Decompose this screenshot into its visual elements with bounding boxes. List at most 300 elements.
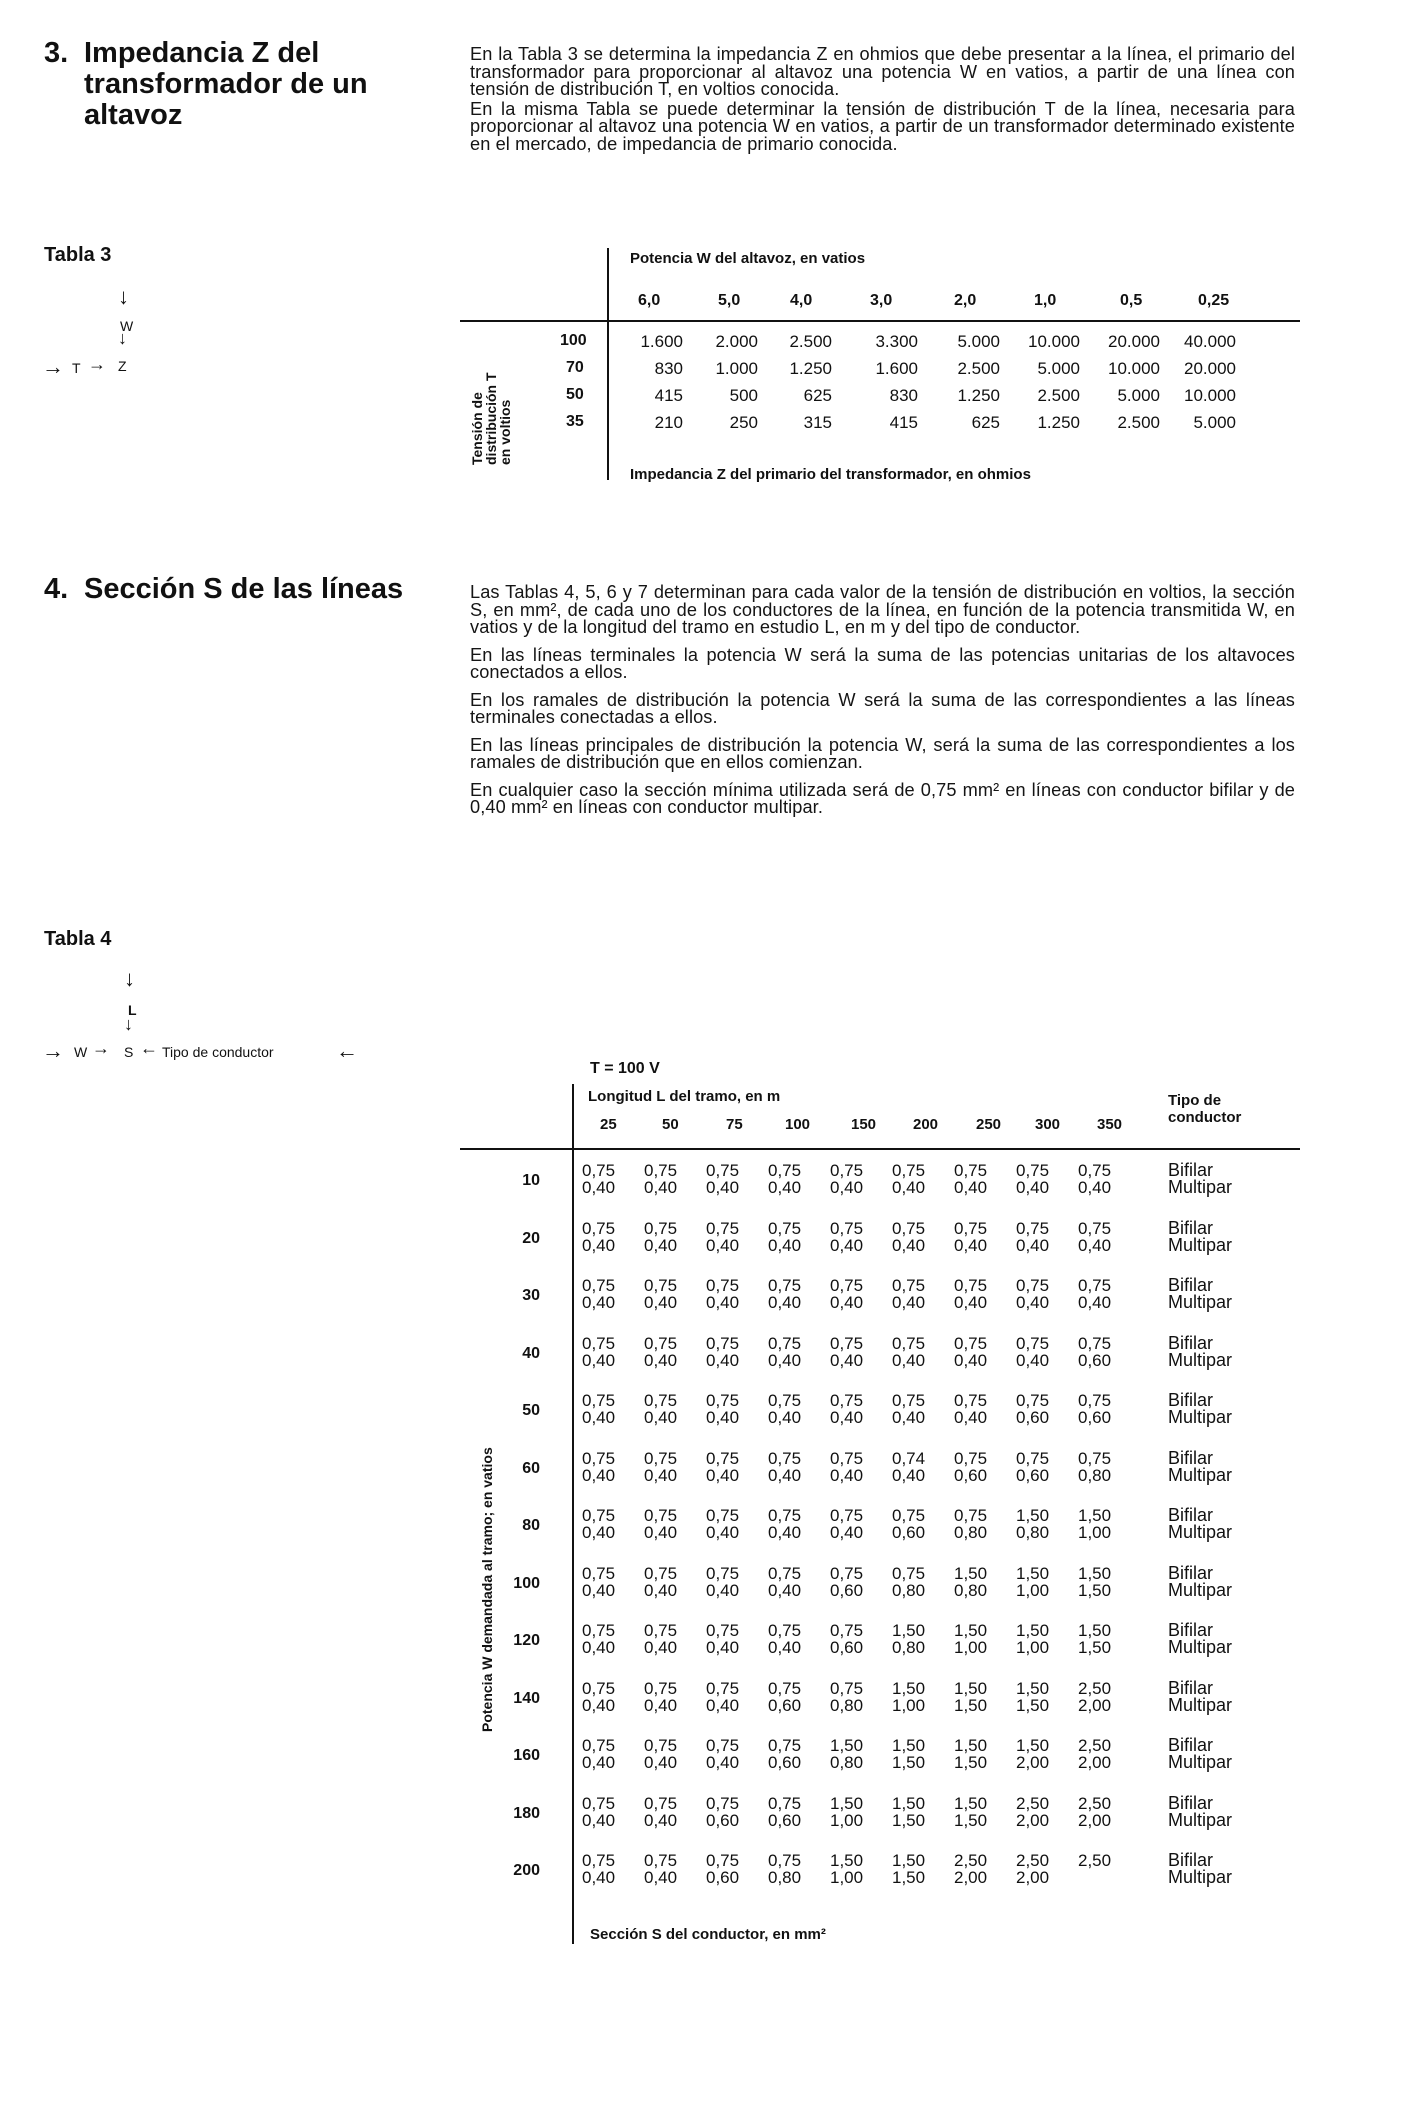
table-cell-bifilar: 2,50 <box>954 1851 988 1870</box>
table-cell-bifilar: 1,50 <box>892 1621 926 1640</box>
column-label: 50 <box>662 1116 679 1133</box>
row-header: Potencia W demandada al tramo; en vatios <box>479 1447 495 1732</box>
table-cell-bifilar: 0,75 <box>644 1736 678 1755</box>
table-cell: 1.000 <box>715 359 758 378</box>
table-cell-multipar: 2,00 <box>1016 1810 1050 1830</box>
type-label-multipar: Multipar <box>1168 1522 1233 1542</box>
table-cell-multipar: 0,40 <box>830 1408 864 1427</box>
table-cell: 1.600 <box>875 359 918 378</box>
column-header: Potencia W del altavoz, en vatios <box>630 250 866 267</box>
table-cell-multipar: 0,40 <box>706 1695 740 1715</box>
table-cell-bifilar: 0,75 <box>954 1333 988 1353</box>
table-cell-bifilar: 0,75 <box>1078 1448 1112 1468</box>
table-cell-bifilar: 0,75 <box>582 1563 616 1583</box>
type-label-multipar: Multipar <box>1168 1637 1233 1657</box>
table-row <box>460 1447 1300 1490</box>
table-cell-bifilar: 0,75 <box>954 1218 988 1238</box>
table-cell-bifilar: 2,50 <box>1078 1851 1112 1870</box>
table-cell-bifilar: 0,75 <box>706 1621 740 1640</box>
table-cell-bifilar: 1,50 <box>830 1851 864 1870</box>
table-cell-multipar: 0,80 <box>1016 1523 1050 1542</box>
table-cell-multipar: 0,40 <box>1016 1178 1050 1197</box>
table-cell-bifilar: 0,75 <box>892 1333 926 1353</box>
table-cell-bifilar: 0,75 <box>830 1276 864 1295</box>
table-cell: 20.000 <box>1108 332 1160 351</box>
row-label: 140 <box>513 1689 540 1707</box>
table-cell: 250 <box>729 413 758 432</box>
table-cell-multipar: 0,40 <box>644 1465 678 1485</box>
table-cell-multipar: 0,40 <box>582 1695 616 1715</box>
table-cell-bifilar: 0,75 <box>954 1161 988 1180</box>
table-cell-multipar: 0,40 <box>954 1408 988 1427</box>
table-cell-bifilar: 1,50 <box>1016 1736 1050 1755</box>
table-cell-multipar: 2,00 <box>1016 1868 1050 1887</box>
row-label: 200 <box>513 1862 540 1879</box>
column-label: 100 <box>785 1116 811 1133</box>
table-cell-bifilar: 0,75 <box>830 1621 864 1640</box>
table-cell-multipar: 0,60 <box>954 1465 988 1485</box>
table-cell-multipar: 0,60 <box>830 1580 864 1600</box>
type-label-multipar: Multipar <box>1168 1407 1233 1427</box>
table-cell-multipar: 0,40 <box>892 1178 926 1197</box>
section-3-heading <box>44 38 424 138</box>
type-label-multipar: Multipar <box>1168 1464 1233 1485</box>
section-4-heading <box>44 574 444 614</box>
table-cell-bifilar: 0,75 <box>644 1276 678 1295</box>
table-cell-bifilar: 1,50 <box>954 1678 988 1698</box>
column-label: 3,0 <box>870 292 893 309</box>
table-cell-bifilar: 0,75 <box>644 1621 678 1640</box>
table-cell: 10.000 <box>1184 386 1236 405</box>
table-cell-multipar: 0,40 <box>582 1465 616 1485</box>
paragraph: En la misma Tabla se puede determinar la tensión de distribución T de la línea, necesaria para proporcionar al altavoz una potencia W en vatios, a partir de un transformador determinado existente en el mercado, de impedancia de primario conocida. <box>470 98 1295 154</box>
table-cell-multipar: 0,40 <box>954 1178 988 1197</box>
table-cell-multipar: 0,40 <box>830 1235 864 1255</box>
type-label-bifilar: Bifilar <box>1168 1390 1214 1410</box>
table-cell-bifilar: 1,50 <box>954 1793 988 1813</box>
type-label-multipar: Multipar <box>1168 1234 1233 1255</box>
type-label-bifilar: Bifilar <box>1168 1275 1214 1295</box>
table-cell-multipar: 0,40 <box>768 1235 802 1255</box>
table-cell-multipar: 0,40 <box>706 1465 740 1485</box>
table-cell-bifilar: 0,75 <box>706 1793 740 1813</box>
arrow-right-icon: → <box>42 1038 64 1063</box>
diagram-var-w: W <box>120 318 134 334</box>
column-label: 25 <box>600 1116 617 1133</box>
column-label: 200 <box>913 1116 939 1133</box>
diagram-var-t: T <box>72 360 81 376</box>
table-cell-bifilar: 0,75 <box>644 1161 678 1180</box>
table-cell-multipar: 0,40 <box>768 1408 802 1427</box>
table-cell: 210 <box>654 413 683 432</box>
table-cell-bifilar: 0,75 <box>582 1333 616 1353</box>
row-label: 120 <box>513 1632 540 1649</box>
row-label: 100 <box>513 1574 540 1592</box>
table-cell-multipar: 0,40 <box>582 1235 616 1255</box>
table-cell-multipar: 1,00 <box>1078 1523 1112 1542</box>
table-cell-multipar: 0,40 <box>582 1868 616 1887</box>
section-4-number: 4. <box>44 573 69 605</box>
table-cell-bifilar: 0,75 <box>830 1218 864 1238</box>
tabla-4 <box>460 1040 1300 1960</box>
table-cell-multipar: 0,40 <box>768 1638 802 1657</box>
table-cell: 3.300 <box>875 332 918 351</box>
column-label: 4,0 <box>790 292 813 309</box>
table-cell-multipar: 0,40 <box>644 1408 678 1427</box>
type-label-multipar: Multipar <box>1168 1349 1233 1370</box>
table-cell-bifilar: 0,75 <box>706 1333 740 1353</box>
column-label: 300 <box>1035 1116 1061 1133</box>
tabla-3-diagram <box>40 284 180 394</box>
table-cell-multipar: 2,00 <box>954 1868 988 1887</box>
table-cell: 415 <box>889 413 918 432</box>
table-row <box>460 1677 1300 1720</box>
tabla-4-diagram <box>40 966 360 1076</box>
arrow-right-icon: → <box>42 354 64 379</box>
table-cell-bifilar: 0,75 <box>582 1448 616 1468</box>
table-cell-bifilar: 1,50 <box>892 1678 926 1698</box>
table-row <box>460 1792 1300 1835</box>
type-label-bifilar: Bifilar <box>1168 1792 1214 1813</box>
table-cell-multipar: 2,00 <box>1016 1753 1050 1772</box>
table-cell: 830 <box>889 386 918 405</box>
table-cell-bifilar: 0,75 <box>706 1391 740 1410</box>
table-cell-multipar: 2,00 <box>1078 1695 1112 1715</box>
table-cell-bifilar: 0,75 <box>1078 1218 1112 1238</box>
table-cell-bifilar: 0,75 <box>706 1851 740 1870</box>
row-label: 160 <box>513 1747 540 1764</box>
table-cell-bifilar: 1,50 <box>892 1793 926 1813</box>
table-cell-multipar: 0,40 <box>644 1523 678 1542</box>
table-cell-bifilar: 1,50 <box>1016 1678 1050 1698</box>
type-label-multipar: Multipar <box>1168 1752 1233 1772</box>
table-cell-multipar: 1,50 <box>954 1753 988 1772</box>
table-cell-multipar: 0,40 <box>830 1465 864 1485</box>
table-cell-multipar: 0,40 <box>644 1350 678 1370</box>
row-label: 50 <box>566 386 584 403</box>
table-cell-multipar: 0,80 <box>830 1695 864 1715</box>
table-footer: Sección S del conductor, en mm² <box>590 1926 826 1943</box>
type-label-multipar: Multipar <box>1168 1694 1233 1715</box>
table-cell-bifilar: 1,50 <box>830 1793 864 1813</box>
table-cell-multipar: 1,50 <box>954 1695 988 1715</box>
table-cell-bifilar: 1,50 <box>830 1736 864 1755</box>
table-cell-bifilar: 0,75 <box>582 1391 616 1410</box>
table-cell-multipar: 0,40 <box>706 1350 740 1370</box>
table-cell-multipar: 0,40 <box>1078 1293 1112 1312</box>
table-cell-bifilar: 0,75 <box>768 1276 802 1295</box>
table-cell-multipar: 0,40 <box>582 1293 616 1312</box>
table-cell-bifilar: 0,75 <box>768 1333 802 1353</box>
table-cell-multipar: 0,40 <box>582 1523 616 1542</box>
table-row <box>460 1392 1300 1432</box>
table-row <box>460 1162 1300 1202</box>
table-cell-bifilar: 0,75 <box>644 1678 678 1698</box>
table-cell-multipar: 0,40 <box>644 1695 678 1715</box>
table-cell-bifilar: 0,75 <box>644 1333 678 1353</box>
table-cell-multipar: 0,40 <box>582 1350 616 1370</box>
table-cell-multipar: 0,60 <box>1078 1350 1112 1370</box>
table-cell-multipar: 1,00 <box>830 1868 864 1887</box>
table-cell-bifilar: 0,75 <box>1016 1218 1050 1238</box>
table-cell-multipar: 0,40 <box>768 1465 802 1485</box>
table-cell-bifilar: 0,75 <box>706 1678 740 1698</box>
table-row <box>460 1507 1300 1547</box>
column-label: 0,5 <box>1120 292 1143 309</box>
table-cell-multipar: 1,50 <box>1078 1638 1112 1657</box>
type-label-bifilar: Bifilar <box>1168 1217 1214 1238</box>
table-cell-multipar: 0,60 <box>1016 1408 1050 1427</box>
table-cell-multipar: 0,80 <box>954 1580 988 1600</box>
table-cell-multipar: 0,40 <box>706 1235 740 1255</box>
table-cell-multipar: 1,50 <box>892 1868 926 1887</box>
table-cell-bifilar: 0,75 <box>1016 1333 1050 1353</box>
table-cell-multipar: 0,40 <box>706 1580 740 1600</box>
table-cell-bifilar: 0,75 <box>830 1448 864 1468</box>
paragraph: En las líneas terminales la potencia W será la suma de las potencias unitarias de los altavoces conectados a ellos. <box>470 644 1295 682</box>
table-cell-bifilar: 0,75 <box>768 1621 802 1640</box>
diagram-var-w: W <box>74 1044 88 1060</box>
table-row <box>460 386 1300 412</box>
table-cell-bifilar: 1,50 <box>892 1736 926 1755</box>
table-cell: 2.500 <box>1037 386 1080 405</box>
column-label: 6,0 <box>638 292 661 309</box>
table-cell-bifilar: 0,75 <box>706 1736 740 1755</box>
arrow-down-icon: ↓ <box>124 1014 133 1034</box>
table-cell: 830 <box>654 359 683 378</box>
table-cell-multipar: 0,40 <box>768 1178 802 1197</box>
column-label: 2,0 <box>954 292 977 309</box>
table-cell-bifilar: 0,75 <box>706 1276 740 1295</box>
table-cell-bifilar: 0,75 <box>706 1506 740 1525</box>
table-cell-multipar: 0,40 <box>954 1350 988 1370</box>
table-cell-multipar: 0,60 <box>706 1868 740 1887</box>
arrow-down-icon: ↓ <box>118 328 127 348</box>
table-cell-multipar: 0,40 <box>582 1753 616 1772</box>
table-cell-multipar: 0,40 <box>768 1293 802 1312</box>
column-label: 5,0 <box>718 292 741 309</box>
paragraph: En la Tabla 3 se determina la impedancia Z en ohmios que debe presentar a la línea, el primario del transformador para proporcionar al altavoz una potencia W en vatios, a partir de una línea con tensión de distribución T, en voltios conocida. <box>470 44 1295 99</box>
arrow-right-icon: → <box>88 354 106 374</box>
table-cell: 1.600 <box>640 332 683 351</box>
table-cell-bifilar: 0,75 <box>954 1276 988 1295</box>
type-label-bifilar: Bifilar <box>1168 1447 1214 1468</box>
table-cell-bifilar: 0,75 <box>644 1793 678 1813</box>
section-3-title: Impedancia Z del transformador de un altavoz <box>84 37 368 131</box>
type-label-multipar: Multipar <box>1168 1579 1233 1600</box>
table-cell-multipar: 0,40 <box>644 1293 678 1312</box>
table-cell-bifilar: 0,75 <box>830 1161 864 1180</box>
table-cell: 10.000 <box>1108 359 1160 378</box>
table-cell-multipar: 0,40 <box>1078 1235 1112 1255</box>
type-header: Tipo de conductor <box>1168 1092 1242 1126</box>
table-cell-multipar: 0,40 <box>706 1753 740 1772</box>
column-label: 0,25 <box>1198 292 1230 309</box>
table-cell-multipar: 0,80 <box>768 1868 802 1887</box>
table-cell-bifilar: 0,75 <box>768 1793 802 1813</box>
table-cell-multipar: 1,50 <box>892 1753 926 1772</box>
table-cell-bifilar: 0,75 <box>582 1678 616 1698</box>
table-cell-multipar: 0,40 <box>706 1293 740 1312</box>
table-cell-multipar: 0,40 <box>954 1293 988 1312</box>
table-cell-multipar: 0,60 <box>768 1695 802 1715</box>
table-cell-multipar: 0,40 <box>1078 1178 1112 1197</box>
table-cell: 1.250 <box>1037 413 1080 432</box>
table-cell-multipar: 0,40 <box>1016 1350 1050 1370</box>
type-label-multipar: Multipar <box>1168 1292 1233 1312</box>
type-label-bifilar: Bifilar <box>1168 1562 1214 1583</box>
table-cell-bifilar: 0,75 <box>892 1506 926 1525</box>
table-cell-bifilar: 2,50 <box>1078 1793 1112 1813</box>
table-cell: 5.000 <box>1193 413 1236 432</box>
table-cell-bifilar: 0,75 <box>582 1736 616 1755</box>
arrow-down-icon: ↓ <box>118 284 129 309</box>
table-cell-bifilar: 1,50 <box>1016 1563 1050 1583</box>
table-cell-bifilar: 0,75 <box>768 1563 802 1583</box>
paragraph: En las líneas principales de distribución la potencia W, será la suma de las correspondientes a los ramales de distribución que en ellos comienzan. <box>470 734 1295 772</box>
table-row <box>460 1562 1300 1605</box>
table-cell-bifilar: 0,74 <box>892 1448 926 1468</box>
table-cell-bifilar: 2,50 <box>1016 1851 1050 1870</box>
table-cell: 2.500 <box>1117 413 1160 432</box>
section-3-body <box>470 46 1295 163</box>
table-cell-bifilar: 0,75 <box>1078 1161 1112 1180</box>
table-cell-bifilar: 0,75 <box>830 1333 864 1353</box>
table-cell-bifilar: 0,75 <box>1016 1391 1050 1410</box>
table-row <box>460 1217 1300 1260</box>
table-cell-multipar: 0,60 <box>706 1810 740 1830</box>
column-label: 1,0 <box>1034 292 1057 309</box>
table-cell-multipar: 0,40 <box>830 1178 864 1197</box>
table-cell-multipar: 1,50 <box>892 1810 926 1830</box>
table-cell-bifilar: 0,75 <box>892 1391 926 1410</box>
table-cell: 625 <box>803 386 832 405</box>
row-label: 50 <box>522 1402 540 1419</box>
column-label: 250 <box>976 1116 1002 1133</box>
table-cell-multipar: 0,40 <box>954 1235 988 1255</box>
table-cell-bifilar: 0,75 <box>706 1218 740 1238</box>
table-cell-multipar: 0,40 <box>582 1810 616 1830</box>
table-cell-multipar: 0,40 <box>644 1235 678 1255</box>
table-cell: 625 <box>971 413 1000 432</box>
column-label: 75 <box>726 1116 743 1133</box>
column-label: 150 <box>851 1116 877 1133</box>
table-cell-multipar: 0,40 <box>1016 1235 1050 1255</box>
table-cell-bifilar: 0,75 <box>644 1506 678 1525</box>
table-cell-multipar: 0,40 <box>1016 1293 1050 1312</box>
table-cell-bifilar: 0,75 <box>706 1448 740 1468</box>
table-cell-multipar: 0,40 <box>830 1350 864 1370</box>
table-cell-bifilar: 0,75 <box>830 1563 864 1583</box>
table-row <box>460 1277 1300 1317</box>
voltage-label: T = 100 V <box>590 1060 660 1077</box>
arrow-down-icon: ↓ <box>124 966 135 991</box>
table-cell-bifilar: 0,75 <box>644 1851 678 1870</box>
table-row <box>460 1852 1300 1892</box>
table-cell-multipar: 0,60 <box>768 1810 802 1830</box>
table-cell-multipar: 0,40 <box>768 1580 802 1600</box>
table-axis-horizontal <box>460 320 1300 322</box>
type-label-multipar: Multipar <box>1168 1809 1233 1830</box>
table-cell: 20.000 <box>1184 359 1236 378</box>
table-cell-bifilar: 0,75 <box>768 1851 802 1870</box>
row-label: 30 <box>522 1287 540 1304</box>
table-cell-bifilar: 1,50 <box>1016 1506 1050 1525</box>
arrow-right-icon: → <box>92 1038 110 1058</box>
type-label-bifilar: Bifilar <box>1168 1620 1214 1640</box>
table-cell: 2.500 <box>957 359 1000 378</box>
table-cell: 5.000 <box>957 332 1000 351</box>
table-cell-multipar: 0,40 <box>582 1638 616 1657</box>
table-cell-multipar: 0,80 <box>954 1523 988 1542</box>
table-cell-bifilar: 0,75 <box>582 1621 616 1640</box>
table-cell-bifilar: 0,75 <box>1016 1161 1050 1180</box>
section-4-title: Sección S de las líneas <box>84 573 404 605</box>
table-cell-bifilar: 0,75 <box>892 1563 926 1583</box>
table-cell-multipar: 0,40 <box>768 1523 802 1542</box>
type-label-multipar: Multipar <box>1168 1867 1233 1887</box>
row-header: Tensión de distribución T en voltios <box>469 372 513 465</box>
paragraph: Las Tablas 4, 5, 6 y 7 determinan para cada valor de la tensión de distribución en voltios, la sección S, en mm², de cada uno de los conductores de la línea, en función de la potencia transmitida W, en vatios y de la longitud del tramo en estudio L, en m y del tipo de conductor. <box>470 582 1295 637</box>
table-cell-multipar: 1,50 <box>1078 1580 1112 1600</box>
table-cell-bifilar: 0,75 <box>768 1218 802 1238</box>
table-cell: 5.000 <box>1117 386 1160 405</box>
row-label: 20 <box>522 1229 540 1247</box>
type-label-bifilar: Bifilar <box>1168 1160 1214 1180</box>
table-cell: 1.250 <box>957 386 1000 405</box>
table-cell-multipar: 0,40 <box>892 1235 926 1255</box>
row-label: 70 <box>566 359 584 376</box>
tabla-4-label: Tabla 4 <box>44 928 112 950</box>
table-cell-multipar: 0,60 <box>768 1753 802 1772</box>
table-cell-bifilar: 0,75 <box>830 1391 864 1410</box>
diagram-var-s: S <box>124 1044 134 1060</box>
row-label: 180 <box>513 1804 540 1822</box>
table-cell-bifilar: 0,75 <box>644 1218 678 1238</box>
section-3-number: 3. <box>44 37 69 69</box>
table-footer: Impedancia Z del primario del transformador, en ohmios <box>630 466 1031 483</box>
table-cell-bifilar: 0,75 <box>768 1736 802 1755</box>
table-cell-bifilar: 0,75 <box>582 1506 616 1525</box>
type-label-multipar: Multipar <box>1168 1177 1233 1197</box>
table-cell-multipar: 0,80 <box>892 1638 926 1657</box>
table-cell: 5.000 <box>1037 359 1080 378</box>
table-cell-bifilar: 0,75 <box>768 1678 802 1698</box>
table-row <box>460 1737 1300 1777</box>
table-cell-bifilar: 1,50 <box>892 1851 926 1870</box>
table-cell-multipar: 0,60 <box>1016 1465 1050 1485</box>
table-cell-bifilar: 0,75 <box>1078 1333 1112 1353</box>
table-cell-bifilar: 0,75 <box>1016 1448 1050 1468</box>
section-4-body <box>470 584 1295 827</box>
type-label-bifilar: Bifilar <box>1168 1677 1214 1698</box>
table-cell-bifilar: 1,50 <box>1078 1563 1112 1583</box>
table-cell-multipar: 0,40 <box>892 1408 926 1427</box>
table-cell-multipar: 0,60 <box>892 1523 926 1542</box>
table-cell-multipar: 0,40 <box>706 1638 740 1657</box>
table-cell-multipar: 0,40 <box>644 1810 678 1830</box>
table-cell-bifilar: 0,75 <box>892 1161 926 1180</box>
table-cell: 415 <box>654 386 683 405</box>
row-label: 60 <box>522 1459 540 1477</box>
table-cell-multipar: 0,40 <box>892 1465 926 1485</box>
table-cell-multipar: 0,40 <box>892 1350 926 1370</box>
table-row <box>460 1622 1300 1662</box>
table-cell-multipar: 2,00 <box>1078 1753 1112 1772</box>
table-cell-bifilar: 1,50 <box>954 1621 988 1640</box>
type-label-bifilar: Bifilar <box>1168 1332 1214 1353</box>
table-cell-bifilar: 0,75 <box>830 1678 864 1698</box>
